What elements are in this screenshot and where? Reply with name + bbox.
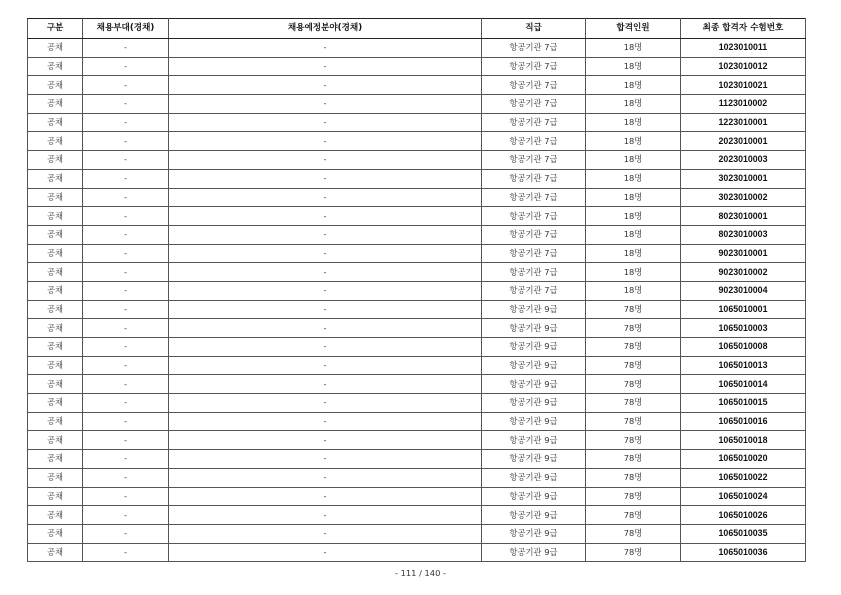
cell-grade: 항공기관 9급 [482,468,586,487]
cell-pass-count: 18명 [586,76,681,95]
cell-recruiting-unit: - [83,207,169,226]
cell-exam-number: 1065010013 [681,356,806,375]
cell-pass-count: 18명 [586,39,681,58]
cell-category: 공채 [28,338,83,357]
cell-grade: 항공기관 7급 [482,281,586,300]
cell-grade: 항공기관 7급 [482,95,586,114]
header-grade: 직급 [482,19,586,39]
cell-recruiting-unit: - [83,338,169,357]
cell-pass-count: 18명 [586,151,681,170]
table-row [28,113,806,132]
cell-recruiting-field: - [169,132,482,151]
cell-recruiting-field: - [169,394,482,413]
table-row [28,319,806,338]
cell-grade: 항공기관 7급 [482,188,586,207]
cell-pass-count: 78명 [586,300,681,319]
cell-category: 공채 [28,113,83,132]
cell-category: 공채 [28,244,83,263]
cell-category: 공채 [28,151,83,170]
cell-recruiting-field: - [169,338,482,357]
table-row [28,169,806,188]
cell-recruiting-unit: - [83,113,169,132]
cell-exam-number: 1065010015 [681,394,806,413]
cell-exam-number: 1023010021 [681,76,806,95]
cell-pass-count: 18명 [586,113,681,132]
cell-recruiting-unit: - [83,300,169,319]
table-row [28,151,806,170]
cell-exam-number: 1065010001 [681,300,806,319]
cell-exam-number: 1023010012 [681,57,806,76]
cell-category: 공채 [28,412,83,431]
cell-pass-count: 18명 [586,225,681,244]
header-exam-number: 최종 합격자 수험번호 [681,19,806,39]
cell-recruiting-field: - [169,300,482,319]
cell-category: 공채 [28,431,83,450]
table-row [28,394,806,413]
cell-category: 공채 [28,487,83,506]
cell-recruiting-field: - [169,450,482,469]
table-row [28,412,806,431]
cell-grade: 항공기관 7급 [482,57,586,76]
cell-exam-number: 1065010008 [681,338,806,357]
cell-grade: 항공기관 7급 [482,151,586,170]
cell-recruiting-unit: - [83,95,169,114]
cell-exam-number: 1065010016 [681,412,806,431]
cell-exam-number: 1065010026 [681,506,806,525]
cell-recruiting-unit: - [83,543,169,562]
table-row [28,95,806,114]
cell-recruiting-unit: - [83,431,169,450]
cell-recruiting-unit: - [83,169,169,188]
cell-recruiting-field: - [169,375,482,394]
cell-category: 공채 [28,188,83,207]
cell-recruiting-field: - [169,207,482,226]
table-row [28,543,806,562]
cell-pass-count: 18명 [586,281,681,300]
cell-grade: 항공기관 7급 [482,207,586,226]
cell-pass-count: 78명 [586,450,681,469]
cell-pass-count: 78명 [586,524,681,543]
cell-category: 공채 [28,394,83,413]
table-row [28,300,806,319]
cell-category: 공채 [28,263,83,282]
cell-category: 공채 [28,356,83,375]
cell-recruiting-field: - [169,76,482,95]
cell-grade: 항공기관 9급 [482,394,586,413]
cell-recruiting-field: - [169,543,482,562]
cell-exam-number: 8023010001 [681,207,806,226]
cell-exam-number: 1065010020 [681,450,806,469]
table-row [28,487,806,506]
header-category: 구분 [28,19,83,39]
cell-recruiting-unit: - [83,375,169,394]
cell-exam-number: 1065010018 [681,431,806,450]
cell-pass-count: 78명 [586,506,681,525]
table-row [28,244,806,263]
cell-pass-count: 78명 [586,412,681,431]
cell-grade: 항공기관 9급 [482,487,586,506]
cell-recruiting-field: - [169,188,482,207]
table-row [28,524,806,543]
cell-exam-number: 2023010003 [681,151,806,170]
cell-category: 공채 [28,450,83,469]
cell-exam-number: 3023010002 [681,188,806,207]
table-row [28,188,806,207]
table-body [28,39,806,562]
cell-category: 공채 [28,225,83,244]
cell-recruiting-unit: - [83,57,169,76]
cell-category: 공채 [28,281,83,300]
page-number: - 111 / 140 - [394,568,446,578]
table-row [28,263,806,282]
cell-grade: 항공기관 9급 [482,375,586,394]
cell-category: 공채 [28,39,83,58]
cell-category: 공채 [28,524,83,543]
cell-pass-count: 78명 [586,487,681,506]
cell-grade: 항공기관 9급 [482,450,586,469]
cell-recruiting-unit: - [83,412,169,431]
cell-recruiting-unit: - [83,76,169,95]
cell-recruiting-field: - [169,506,482,525]
cell-grade: 항공기관 9급 [482,524,586,543]
table-row [28,132,806,151]
cell-exam-number: 1065010003 [681,319,806,338]
cell-category: 공채 [28,468,83,487]
cell-exam-number: 3023010001 [681,169,806,188]
cell-recruiting-unit: - [83,450,169,469]
cell-recruiting-field: - [169,431,482,450]
cell-category: 공채 [28,543,83,562]
cell-pass-count: 78명 [586,338,681,357]
cell-recruiting-field: - [169,39,482,58]
cell-pass-count: 18명 [586,207,681,226]
cell-exam-number: 1223010001 [681,113,806,132]
cell-grade: 항공기관 7급 [482,132,586,151]
cell-recruiting-unit: - [83,151,169,170]
cell-exam-number: 1065010024 [681,487,806,506]
cell-category: 공채 [28,506,83,525]
cell-recruiting-unit: - [83,188,169,207]
cell-recruiting-unit: - [83,394,169,413]
table-row [28,506,806,525]
cell-grade: 항공기관 7급 [482,225,586,244]
cell-pass-count: 18명 [586,57,681,76]
cell-category: 공채 [28,57,83,76]
cell-recruiting-unit: - [83,468,169,487]
cell-grade: 항공기관 9급 [482,412,586,431]
cell-pass-count: 78명 [586,394,681,413]
cell-exam-number: 9023010001 [681,244,806,263]
cell-recruiting-unit: - [83,263,169,282]
cell-recruiting-unit: - [83,487,169,506]
cell-recruiting-unit: - [83,225,169,244]
cell-pass-count: 18명 [586,169,681,188]
cell-exam-number: 1023010011 [681,39,806,58]
cell-recruiting-unit: - [83,39,169,58]
cell-category: 공채 [28,207,83,226]
cell-recruiting-field: - [169,412,482,431]
cell-exam-number: 1065010036 [681,543,806,562]
cell-recruiting-field: - [169,487,482,506]
cell-recruiting-field: - [169,113,482,132]
cell-grade: 항공기관 7급 [482,113,586,132]
cell-pass-count: 18명 [586,95,681,114]
cell-pass-count: 18명 [586,244,681,263]
cell-grade: 항공기관 7급 [482,39,586,58]
cell-category: 공채 [28,169,83,188]
table-row [28,39,806,58]
table-row [28,431,806,450]
table-row [28,207,806,226]
cell-exam-number: 9023010004 [681,281,806,300]
cell-recruiting-field: - [169,57,482,76]
cell-recruiting-field: - [169,169,482,188]
cell-recruiting-field: - [169,468,482,487]
cell-pass-count: 18명 [586,188,681,207]
cell-recruiting-field: - [169,524,482,543]
cell-exam-number: 8023010003 [681,225,806,244]
cell-grade: 항공기관 9급 [482,543,586,562]
cell-grade: 항공기관 7급 [482,169,586,188]
cell-recruiting-field: - [169,319,482,338]
cell-grade: 항공기관 7급 [482,76,586,95]
header-recruiting-unit: 채용부대(경채) [83,19,169,39]
table-row [28,375,806,394]
cell-recruiting-unit: - [83,281,169,300]
cell-recruiting-field: - [169,95,482,114]
cell-pass-count: 18명 [586,263,681,282]
table-row [28,57,806,76]
cell-grade: 항공기관 9급 [482,300,586,319]
cell-pass-count: 78명 [586,319,681,338]
cell-grade: 항공기관 7급 [482,263,586,282]
cell-category: 공채 [28,300,83,319]
cell-exam-number: 1065010022 [681,468,806,487]
cell-grade: 항공기관 9급 [482,356,586,375]
cell-recruiting-field: - [169,244,482,263]
cell-grade: 항공기관 9급 [482,338,586,357]
cell-recruiting-field: - [169,281,482,300]
cell-recruiting-field: - [169,356,482,375]
cell-grade: 항공기관 9급 [482,506,586,525]
cell-exam-number: 1065010014 [681,375,806,394]
cell-recruiting-unit: - [83,356,169,375]
cell-exam-number: 2023010001 [681,132,806,151]
cell-recruiting-unit: - [83,524,169,543]
header-pass-count: 합격인원 [586,19,681,39]
table-row [28,450,806,469]
cell-pass-count: 78명 [586,543,681,562]
cell-pass-count: 18명 [586,132,681,151]
cell-recruiting-unit: - [83,132,169,151]
cell-recruiting-unit: - [83,244,169,263]
cell-category: 공채 [28,375,83,394]
cell-recruiting-unit: - [83,319,169,338]
table-row [28,468,806,487]
table-header-row [28,19,806,39]
cell-exam-number: 1123010002 [681,95,806,114]
cell-grade: 항공기관 7급 [482,244,586,263]
cell-grade: 항공기관 9급 [482,319,586,338]
table-row [28,356,806,375]
cell-pass-count: 78명 [586,431,681,450]
table-row [28,76,806,95]
cell-category: 공채 [28,76,83,95]
cell-pass-count: 78명 [586,375,681,394]
cell-recruiting-field: - [169,263,482,282]
cell-recruiting-field: - [169,151,482,170]
cell-grade: 항공기관 9급 [482,431,586,450]
cell-pass-count: 78명 [586,356,681,375]
cell-exam-number: 9023010002 [681,263,806,282]
cell-category: 공채 [28,319,83,338]
cell-category: 공채 [28,132,83,151]
cell-exam-number: 1065010035 [681,524,806,543]
header-recruiting-field: 채용예정분야(경채) [169,19,482,39]
results-table [27,18,806,562]
cell-category: 공채 [28,95,83,114]
cell-recruiting-field: - [169,225,482,244]
table-row [28,281,806,300]
cell-pass-count: 78명 [586,468,681,487]
table-row [28,225,806,244]
table-row [28,338,806,357]
cell-recruiting-unit: - [83,506,169,525]
